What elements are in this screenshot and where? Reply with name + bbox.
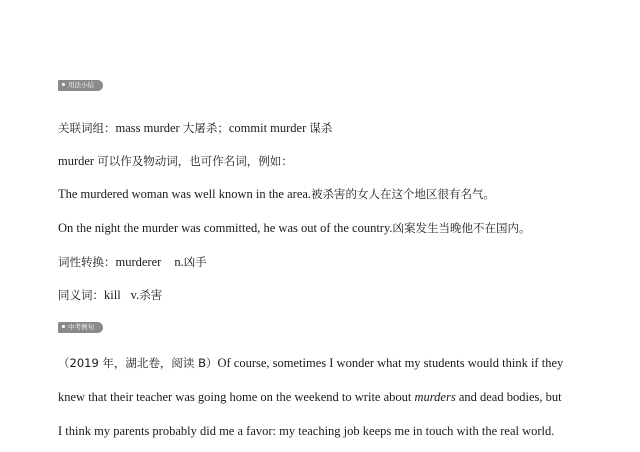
passage-line-2-end: and dead bodies, but	[455, 390, 562, 404]
example-2-chinese: 凶案发生当晚他不在国内。	[392, 221, 531, 235]
example-2-english: On the night the murder was committed, he was out of the country.	[58, 221, 393, 235]
phrase-commit-murder: commit murder	[228, 121, 310, 135]
conversion-label: 词性转换：	[58, 255, 116, 269]
usage-note-word: murder	[58, 154, 98, 168]
passage-line-2-start: knew that their teacher was going home on the weekend to write about	[58, 390, 415, 404]
exam-example-badge: 中考例句	[58, 322, 103, 333]
related-phrases-line	[58, 120, 332, 136]
passage-line-3	[58, 423, 554, 439]
example-sentence-1	[58, 186, 495, 202]
passage-line-1	[58, 355, 563, 371]
part-of-speech-conversion	[58, 254, 207, 270]
usage-note-line	[58, 153, 293, 169]
phrase-commit-murder-meaning: 谋杀	[309, 121, 333, 135]
conversion-word: murderer	[115, 255, 162, 269]
passage-line-1-text: Of course, sometimes I wonder what my students would think if they	[217, 356, 564, 370]
conversion-meaning: 凶手	[183, 255, 207, 269]
example-1-chinese: 被杀害的女人在这个地区很有名气。	[311, 187, 496, 201]
example-sentence-2	[58, 220, 531, 236]
exam-passage	[58, 355, 583, 445]
synonym-pos: v.	[130, 288, 140, 302]
example-1-english: The murdered woman was well known in the area.	[58, 187, 312, 201]
phrase-mass-murder: mass murder	[115, 121, 183, 135]
exam-source: （2019 年，湖北卷，阅读 B）	[58, 356, 218, 370]
usage-summary-badge: 用法小结	[58, 80, 103, 91]
passage-line-3-text: I think my parents probably did me a favor: my teaching job keeps me in touch with the real world.	[58, 424, 555, 438]
phrase-mass-murder-meaning: 大屠杀；	[182, 121, 229, 135]
synonym-word: kill	[104, 288, 121, 302]
passage-line-2	[58, 389, 562, 405]
conversion-pos: n.	[174, 255, 184, 269]
synonym-meaning: 杀害	[139, 288, 163, 302]
synonym-line	[58, 287, 162, 303]
related-phrases-label: 关联词组：	[58, 121, 116, 135]
usage-note-text: 可以作及物动词，也可作名词，例如：	[97, 154, 293, 168]
highlight-word-murders: murders	[414, 390, 456, 404]
synonym-label: 同义词：	[58, 288, 104, 302]
